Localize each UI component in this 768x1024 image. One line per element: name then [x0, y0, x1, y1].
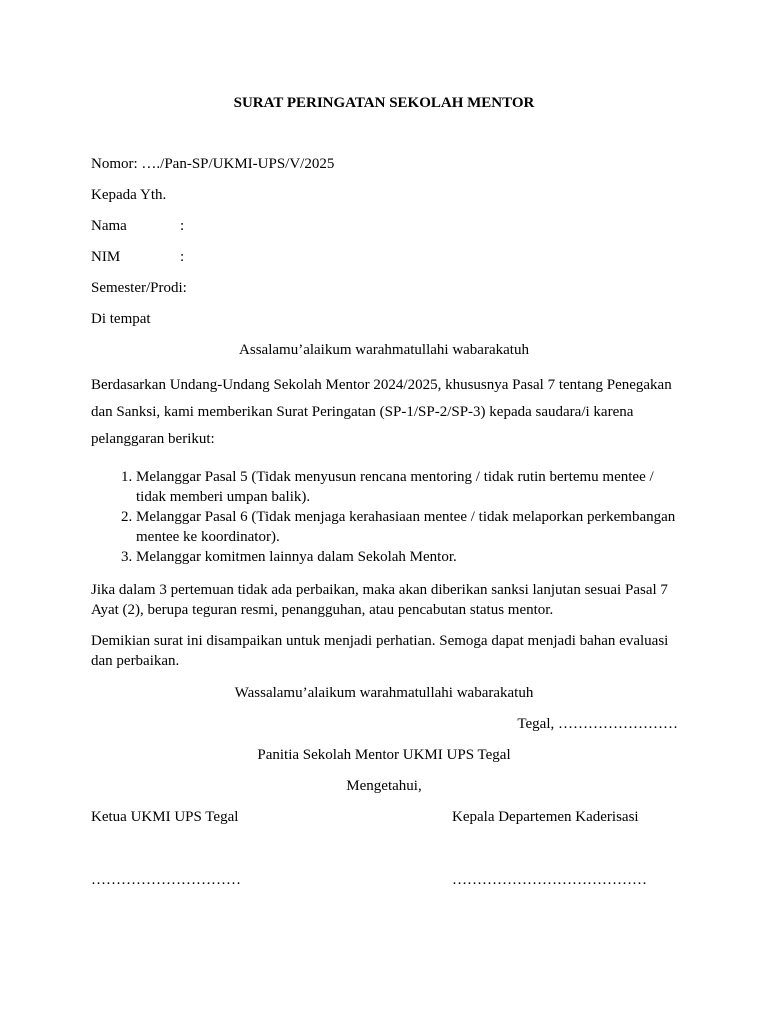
intro-paragraph: Berdasarkan Undang-Undang Sekolah Mentor 2024/2025, khususnya Pasal 7 tentang Penegakan dan Sanksi, kami memberikan Surat Peringatan (SP-1/SP-2/SP-3) kepada saudara/i karena pelanggaran berikut: [91, 377, 672, 447]
field-label-nim: NIM [91, 249, 121, 265]
letter-number: Nomor: …./Pan-SP/UKMI-UPS/V/2025 [91, 156, 335, 172]
opening-greeting: Assalamu’alaikum warahmatullahi wabarakatuh [239, 342, 529, 358]
violation-item: 1. Melanggar Pasal 5 (Tidak menyusun rencana mentoring / tidak rutin bertemu mentee / tidak memberi umpan balik). [136, 467, 681, 507]
violation-list [91, 467, 681, 567]
signatory-left-title: Ketua UKMI UPS Tegal [91, 809, 239, 825]
letter-title: SURAT PERINGATAN SEKOLAH MENTOR [233, 95, 535, 111]
field-colon-nama: : [180, 218, 185, 234]
acknowledged-label: Mengetahui, [346, 778, 422, 794]
closing-greeting: Wassalamu’alaikum warahmatullahi wabarakatuh [234, 685, 534, 701]
field-label-nama: Nama [91, 218, 127, 234]
violation-item: 2. Melanggar Pasal 6 (Tidak menjaga kerahasiaan mentee / tidak melaporkan perkembangan mentee ke koordinator). [136, 507, 681, 547]
recipient-salutation: Kepada Yth. [91, 187, 167, 203]
signature-line-left: ………………………… [91, 872, 241, 888]
committee-name: Panitia Sekolah Mentor UKMI UPS Tegal [257, 747, 511, 763]
closing-paragraph: Demikian surat ini disampaikan untuk menjadi perhatian. Semoga dapat menjadi bahan evaluasi dan perbaikan. [91, 633, 669, 669]
field-colon-nim: : [180, 249, 185, 265]
recipient-location: Di tempat [91, 311, 151, 327]
signatory-right-title: Kepala Departemen Kaderisasi [452, 809, 639, 825]
violation-item: 3. Melanggar komitmen lainnya dalam Sekolah Mentor. [136, 547, 681, 567]
place-date: Tegal, …………………… [517, 716, 678, 732]
sanction-paragraph: Jika dalam 3 pertemuan tidak ada perbaikan, maka akan diberikan sanksi lanjutan sesuai Pasal 7 Ayat (2), berupa teguran resmi, penangguhan, atau pencabutan status mentor. [91, 582, 668, 618]
signature-line-right: ………………………………… [452, 872, 647, 888]
field-label-semester-prodi: Semester/Prodi: [91, 280, 187, 296]
